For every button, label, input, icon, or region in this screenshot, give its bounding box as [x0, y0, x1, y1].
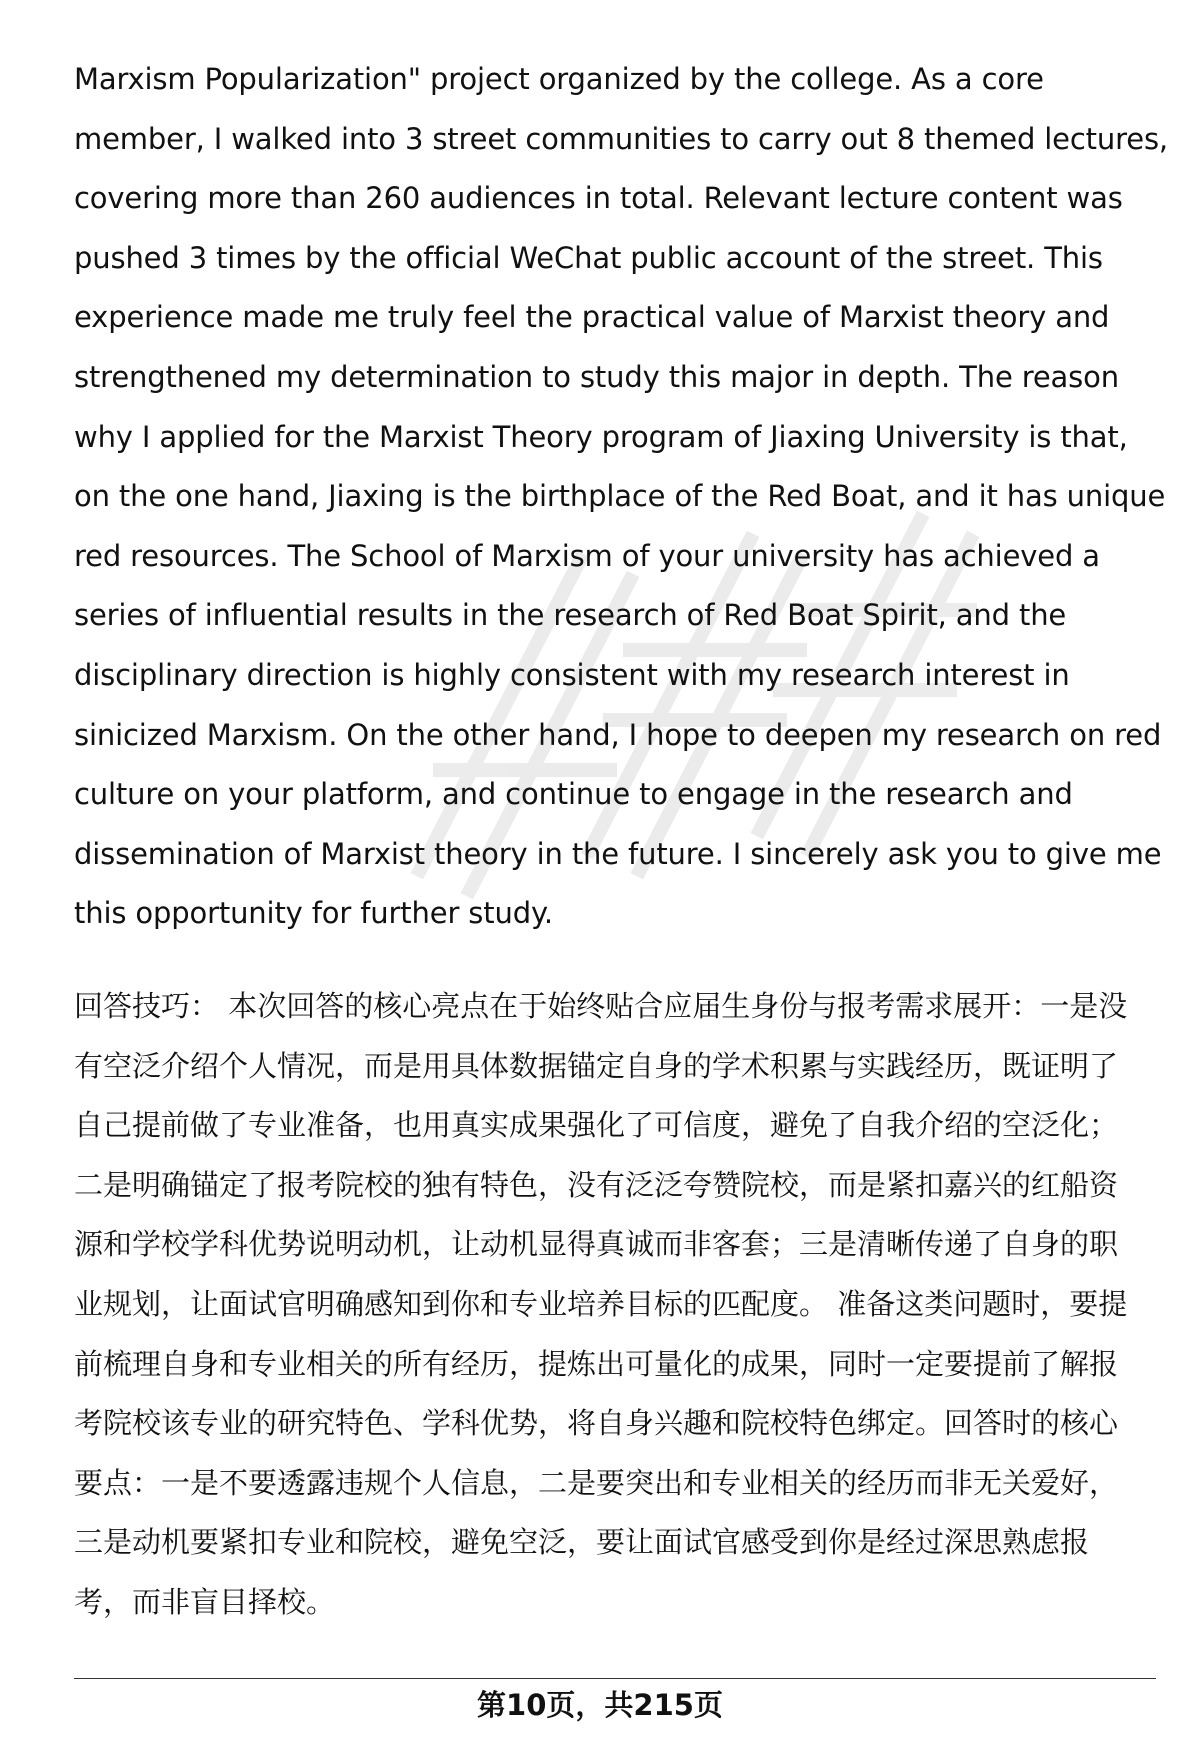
text-line: on the one hand, Jiaxing is the birthplace of the Red Boat, and it has unique	[74, 479, 1166, 514]
answer-english-text	[74, 50, 1168, 944]
text-line: 要点：一是不要透露违规个人信息，二是要突出和专业相关的经历而非无关爱好，	[74, 1465, 1119, 1500]
text-line: sinicized Marxism. On the other hand, I hope to deepen my research on red	[74, 717, 1162, 752]
text-line: 回答技巧： 本次回答的核心亮点在于始终贴合应届生身份与报考需求展开：一是没	[74, 989, 1128, 1023]
page-number: 第10页，共215页	[477, 1688, 723, 1722]
text-line: covering more than 260 audiences in total. Relevant lecture content was	[74, 181, 1123, 216]
text-line: 前梳理自身和专业相关的所有经历，提炼出可量化的成果，同时一定要提前了解报	[74, 1346, 1119, 1381]
text-line: 有空泛介绍个人情况，而是用具体数据锚定自身的学术积累与实践经历，既证明了	[74, 1048, 1119, 1083]
answer-tips-text	[74, 977, 1164, 1633]
text-line: 三是动机要紧扣专业和院校，避免空泛，要让面试官感受到你是经过深思熟虑报	[74, 1525, 1090, 1560]
text-line: strengthened my determination to study this major in depth. The reason	[74, 359, 1119, 394]
text-line: why I applied for the Marxist Theory program of Jiaxing University is that,	[74, 419, 1128, 454]
text-line: red resources. The School of Marxism of your university has achieved a	[74, 538, 1100, 573]
text-line: experience made me truly feel the practical value of Marxist theory and	[74, 300, 1110, 335]
text-line: 考院校该专业的研究特色、学科优势，将自身兴趣和院校特色绑定。回答时的核心	[74, 1406, 1119, 1441]
text-line: member, I walked into 3 street communities to carry out 8 themed lectures,	[74, 121, 1168, 156]
text-line: pushed 3 times by the official WeChat public account of the street. This	[74, 240, 1103, 275]
footer-divider	[74, 1678, 1156, 1679]
text-line: disciplinary direction is highly consistent with my research interest in	[74, 657, 1070, 692]
text-line: 考，而非盲目择校。	[74, 1584, 336, 1619]
text-line: 源和学校学科优势说明动机，让动机显得真诚而非客套；三是清晰传递了自身的职	[74, 1227, 1119, 1262]
text-line: 业规划，让面试官明确感知到你和专业培养目标的匹配度。 准备这类问题时，要提	[74, 1286, 1128, 1321]
text-line: 自己提前做了专业准备，也用真实成果强化了可信度，避免了自我介绍的空泛化；	[74, 1108, 1119, 1143]
text-line: Marxism Popularization" project organized by the college. As a core	[74, 62, 1044, 96]
text-line: this opportunity for further study.	[74, 896, 553, 931]
text-line: 二是明确锚定了报考院校的独有特色，没有泛泛夸赞院校，而是紧扣嘉兴的红船资	[74, 1167, 1119, 1202]
text-line: dissemination of Marxist theory in the future. I sincerely ask you to give me	[74, 836, 1162, 871]
text-line: culture on your platform, and continue to engage in the research and	[74, 777, 1073, 812]
text-line: series of influential results in the research of Red Boat Spirit, and the	[74, 598, 1067, 633]
